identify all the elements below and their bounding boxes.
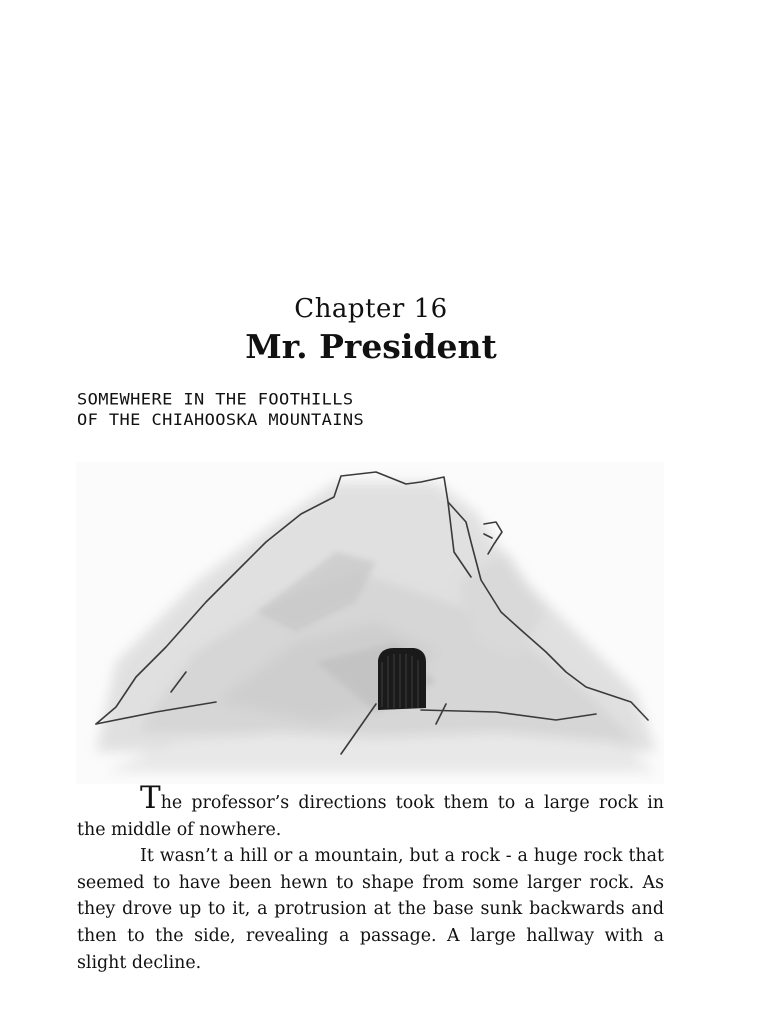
rock-illustration — [76, 462, 664, 784]
chapter-number: Chapter 16 — [294, 294, 448, 324]
paragraph-2: It wasn’t a hill or a mountain, but a rock - a huge rock that seemed to have been hewn to shape from some larger rock. As they drove up to it, a protrusion at the base sunk backwards and then to the side, revealing a passage. A large hallway with a slight decline. — [77, 846, 664, 973]
body-text — [77, 780, 664, 976]
paragraph-1-text: he professor’s directions took them to a large rock in the middle of nowhere. — [77, 793, 664, 840]
chapter-title: Mr. President — [245, 327, 497, 366]
drop-cap: T — [140, 780, 161, 816]
paragraph-1 — [77, 780, 664, 843]
location-caption — [77, 390, 364, 430]
location-line-1: SOMEWHERE IN THE FOOTHILLS — [77, 390, 354, 410]
location-line-2: OF THE CHIAHOOSKA MOUNTAINS — [77, 411, 365, 430]
